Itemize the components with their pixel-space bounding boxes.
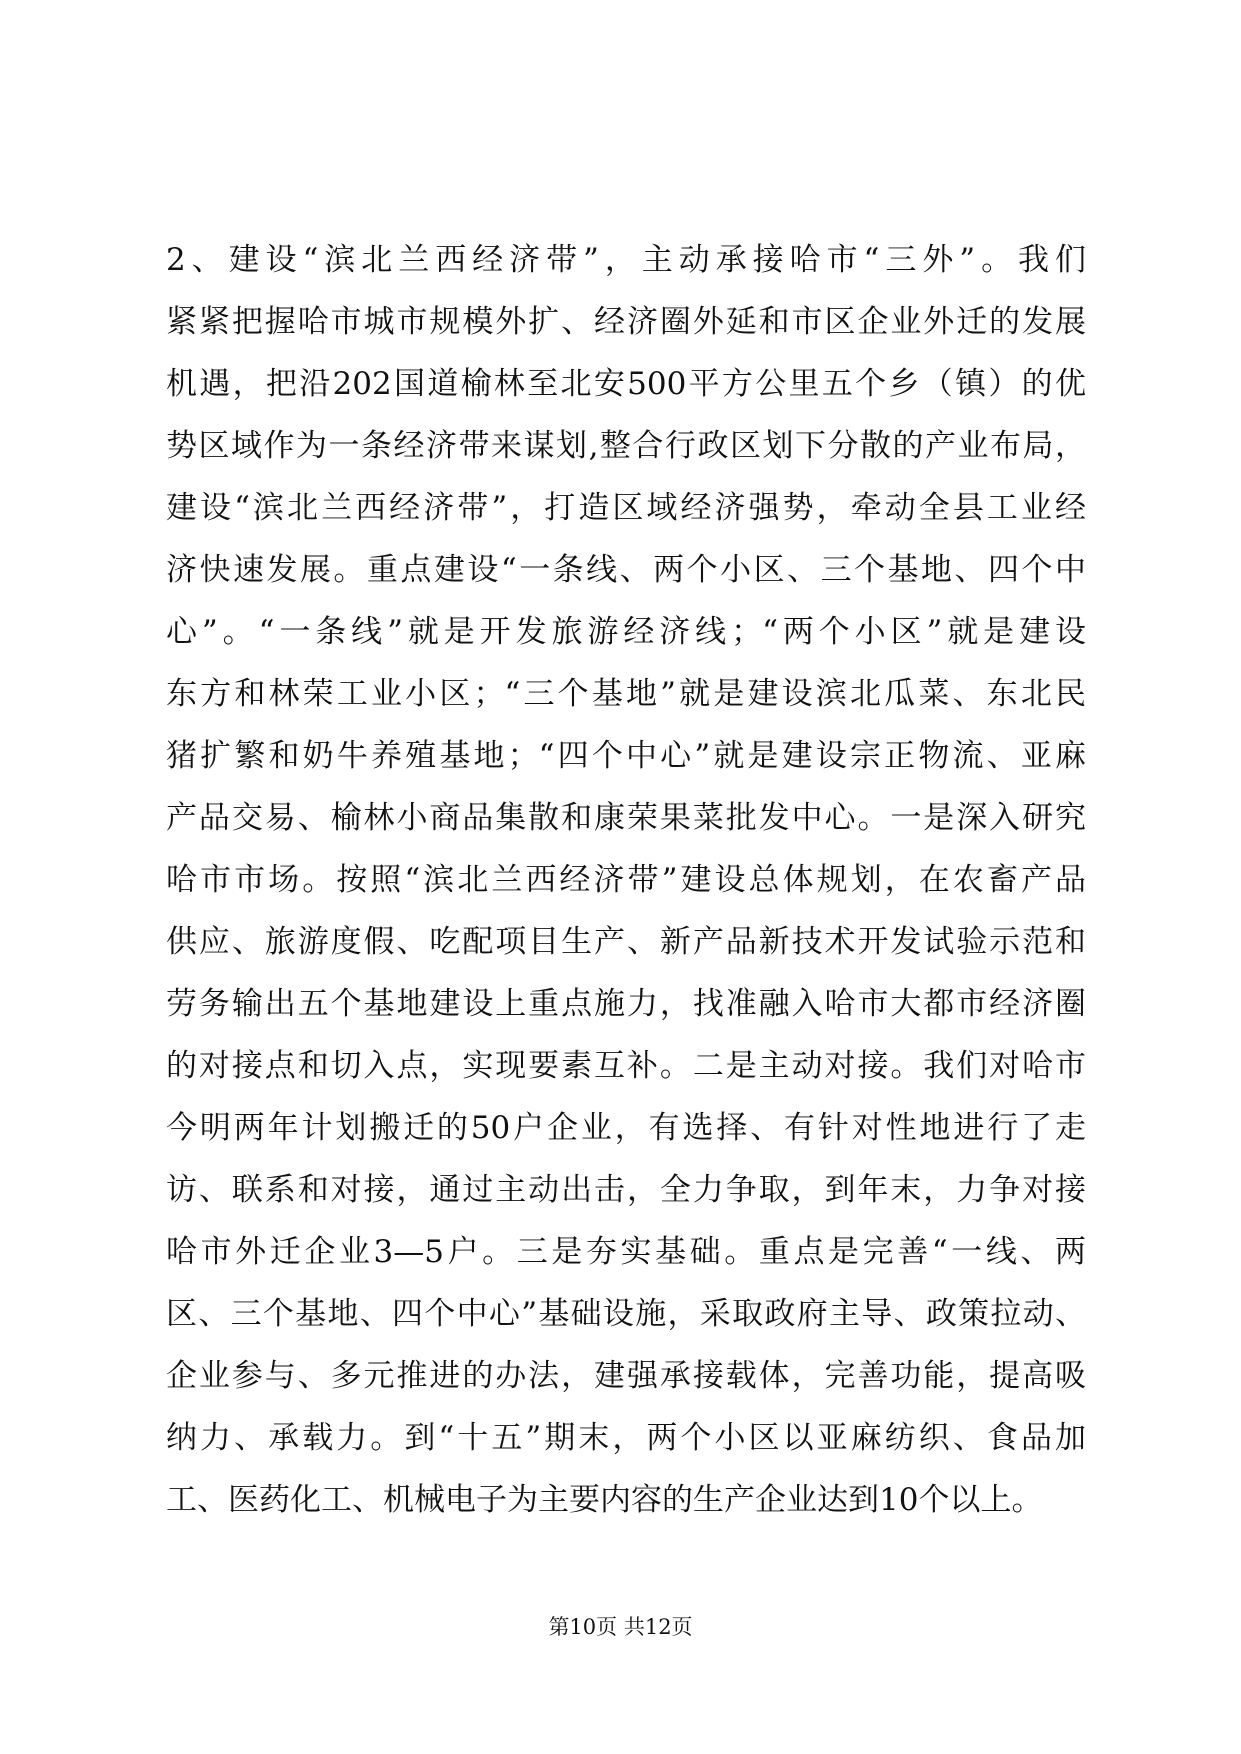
text-line: 区、三个基地、四个中心”基础设施，采取政府主导、政策拉动、 — [166, 1296, 1086, 1332]
text-line: 劳务输出五个基地建设上重点施力，找准融入哈市大都市经济圈 — [166, 986, 1086, 1022]
text-line: 济快速发展。重点建设“一条线、两个小区、三个基地、四个中 — [166, 552, 1086, 588]
text-line: 企业参与、多元推进的办法，建强承接载体，完善功能，提高吸 — [166, 1358, 1086, 1394]
text-line: 工、医药化工、机械电子为主要内容的生产企业达到10个以上。 — [166, 1482, 1043, 1518]
body-paragraph — [166, 229, 1086, 1531]
text-line: 今明两年计划搬迁的50户企业，有选择、有针对性地进行了走 — [166, 1110, 1086, 1146]
text-line: 势区域作为一条经济带来谋划,整合行政区划下分散的产业布局， — [166, 428, 1086, 464]
text-line: 2、建设“滨北兰西经济带”，主动承接哈市“三外”。我们 — [166, 242, 1086, 278]
text-line: 心”。“一条线”就是开发旅游经济线；“两个小区”就是建设 — [166, 614, 1086, 650]
text-line: 访、联系和对接，通过主动出击，全力争取，到年末，力争对接 — [166, 1172, 1086, 1208]
text-line: 哈市市场。按照“滨北兰西经济带”建设总体规划，在农畜产品 — [166, 862, 1086, 898]
text-line: 东方和林荣工业小区；“三个基地”就是建设滨北瓜菜、东北民 — [166, 676, 1086, 712]
text-line: 纳力、承载力。到“十五”期末，两个小区以亚麻纺织、食品加 — [166, 1420, 1086, 1456]
text-line: 产品交易、榆林小商品集散和康荣果菜批发中心。一是深入研究 — [166, 800, 1086, 836]
text-line: 机遇，把沿202国道榆林至北安500平方公里五个乡（镇）的优 — [166, 366, 1086, 402]
text-line: 哈市外迁企业3—5户。三是夯实基础。重点是完善“一线、两 — [166, 1234, 1086, 1270]
text-line: 猪扩繁和奶牛养殖基地；“四个中心”就是建设宗正物流、亚麻 — [166, 738, 1086, 774]
text-line: 紧紧把握哈市城市规模外扩、经济圈外延和市区企业外迁的发展 — [166, 304, 1086, 340]
text-line: 建设“滨北兰西经济带”，打造区域经济强势，牵动全县工业经 — [166, 490, 1086, 526]
text-line: 的对接点和切入点，实现要素互补。二是主动对接。我们对哈市 — [166, 1048, 1086, 1084]
page-number-footer: 第10页 共12页 — [548, 1615, 693, 1639]
text-line: 供应、旅游度假、吃配项目生产、新产品新技术开发试验示范和 — [166, 924, 1086, 960]
